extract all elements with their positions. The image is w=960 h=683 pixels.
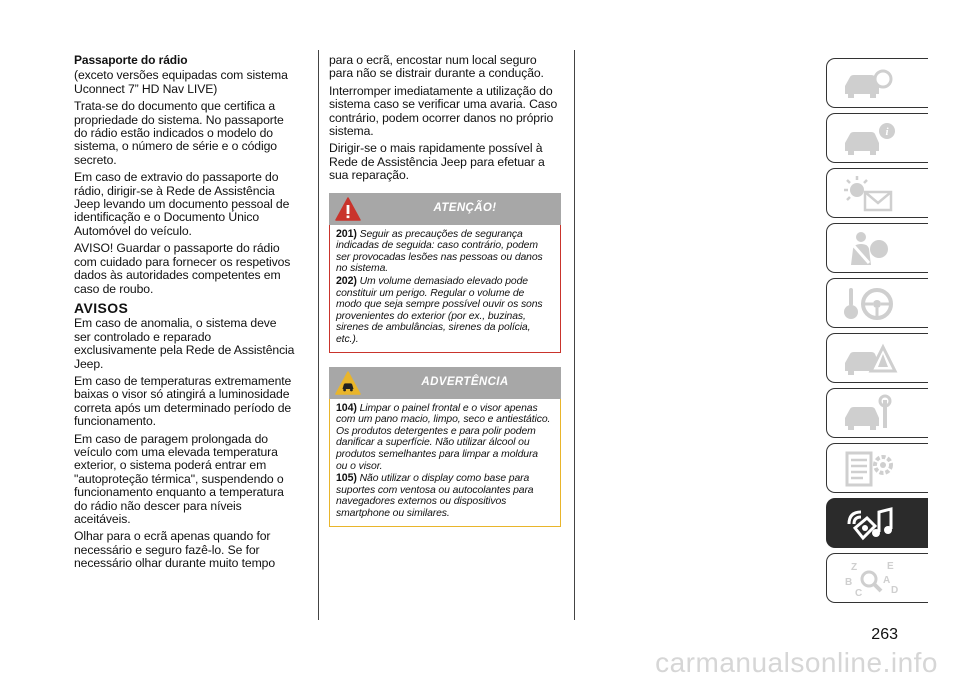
paragraph: Trata-se do documento que certifica a propriedade do sistema. No passaporte do rádio estão indicados o modelo do sistema, o número de série e o código secreto. [74,99,284,167]
column-divider [574,50,575,620]
car-caution-icon [335,370,361,396]
tab-index[interactable] [826,553,928,603]
warning-item: 202) Um volume demasiado elevado pode constituir um perigo. Regular o volume de modo que seja sempre possível ouvir os sons provenientes do exterior (por ex., buzinas, sirenes de ambulâncias, sirenes da polícia, etc.). [336,275,543,345]
advertencia-body [329,399,561,527]
advertencia-box [329,367,561,527]
tab-technical-data[interactable] [826,443,928,493]
index-letter: D [891,585,899,596]
paragraph: Em caso de paragem prolongada do veículo com uma elevada temperatura exterior, o sistema poderá entrar em "autoproteção térmica", suspendendo o funcionamento enquanto a temperatura do rádio não descer para níveis aceitáveis. [74,431,284,526]
advertencia-header [329,367,561,399]
chapter-tabs [826,58,928,608]
car-info-icon [841,119,899,159]
atencao-box [329,193,561,353]
paragraph: Em caso de anomalia, o sistema deve ser controlado e reparado exclusivamente pela Rede de Assistência Jeep. [74,316,295,371]
column-divider [318,50,319,620]
tab-starting-driving[interactable] [826,278,928,328]
index-letter: C [855,588,863,599]
text-column-right [329,54,563,527]
index-letter: A [883,575,891,586]
car-warning-icon [841,339,899,379]
paragraph: Em caso de extravio do passaporte do rádio, dirigir-se à Rede de Assistência Jeep levando um documento pessoal de identificação e o Documento Único Automóvel do veículo. [74,170,290,238]
tab-lights[interactable] [826,168,928,218]
text-column-left [74,54,296,575]
car-wrench-icon [841,394,899,434]
watermark: carmanualsonline.info [655,647,938,678]
car-magnifier-icon [841,64,899,104]
tab-servicing[interactable] [826,388,928,438]
alphabet-index-icon [841,559,899,599]
radio-music-icon [841,504,899,544]
warning-item: 201) Seguir as precauções de segurança indicadas de seguida: caso contrário, podem ser provocadas lesões nas pessoas ou danos no sistema. [336,227,543,275]
avisos-heading: AVISOS [74,299,129,316]
atencao-body [329,225,561,353]
advertencia-title: ADVERTÊNCIA [421,375,509,388]
tab-safety[interactable] [826,223,928,273]
paragraph: Olhar para o ecrã apenas quando for necessário e seguro fazê-lo. Se for necessário olhar durante muito tempo [74,529,275,571]
danger-triangle-icon [335,196,361,222]
section-heading: Passaporte do rádio [74,53,188,67]
paragraph: (exceto versões equipadas com sistema Uconnect 7” HD Nav LIVE) [74,68,288,96]
tab-knowing-vehicle[interactable] [826,58,928,108]
tab-multimedia[interactable] [826,498,928,548]
paragraph: Dirigir-se o mais rapidamente possível à Rede de Assistência Jeep para efetuar a sua reparação. [329,141,545,183]
key-steering-wheel-icon [841,284,899,324]
paragraph: para o ecrã, encostar num local seguro para não se distrair durante a condução. [329,53,544,81]
index-letter: Z [851,562,858,573]
tab-emergency[interactable] [826,333,928,383]
caution-item: 104) Limpar o painel frontal e o visor apenas com um pano macio, limpo, seco e antiestático. Os produtos detergentes e para polir podem danificar a superfície. Não utilizar álcool ou produtos semelhantes para limpar a moldura ou o visor. [336,401,551,472]
index-letter: E [887,561,894,572]
list-gear-icon [841,449,899,489]
paragraph: Interromper imediatamente a utilização do sistema caso se verificar uma avaria. Caso contrário, podem ocorrer danos no próprio sistema. [329,83,558,139]
seatbelt-airbag-icon [841,229,899,269]
atencao-title: ATENÇÃO! [433,201,497,214]
light-envelope-icon [841,174,899,214]
atencao-header [329,193,561,225]
index-letter: B [845,577,853,588]
page-number: 263 [871,626,898,643]
tab-dashboard[interactable] [826,113,928,163]
caution-item: 105) Não utilizar o display como base para suportes com ventosa ou autocolantes para navegadores externos ou dispositivos smartphone ou similares. [336,472,534,519]
paragraph: Em caso de temperaturas extremamente baixas o visor só atingirá a luminosidade correta após um determinado período de funcionamento. [74,373,292,429]
svg-text:i: i [885,126,889,138]
paragraph: AVISO! Guardar o passaporte do rádio com cuidado para fornecer os respetivos dados às autoridades competentes em caso de roubo. [74,241,291,296]
